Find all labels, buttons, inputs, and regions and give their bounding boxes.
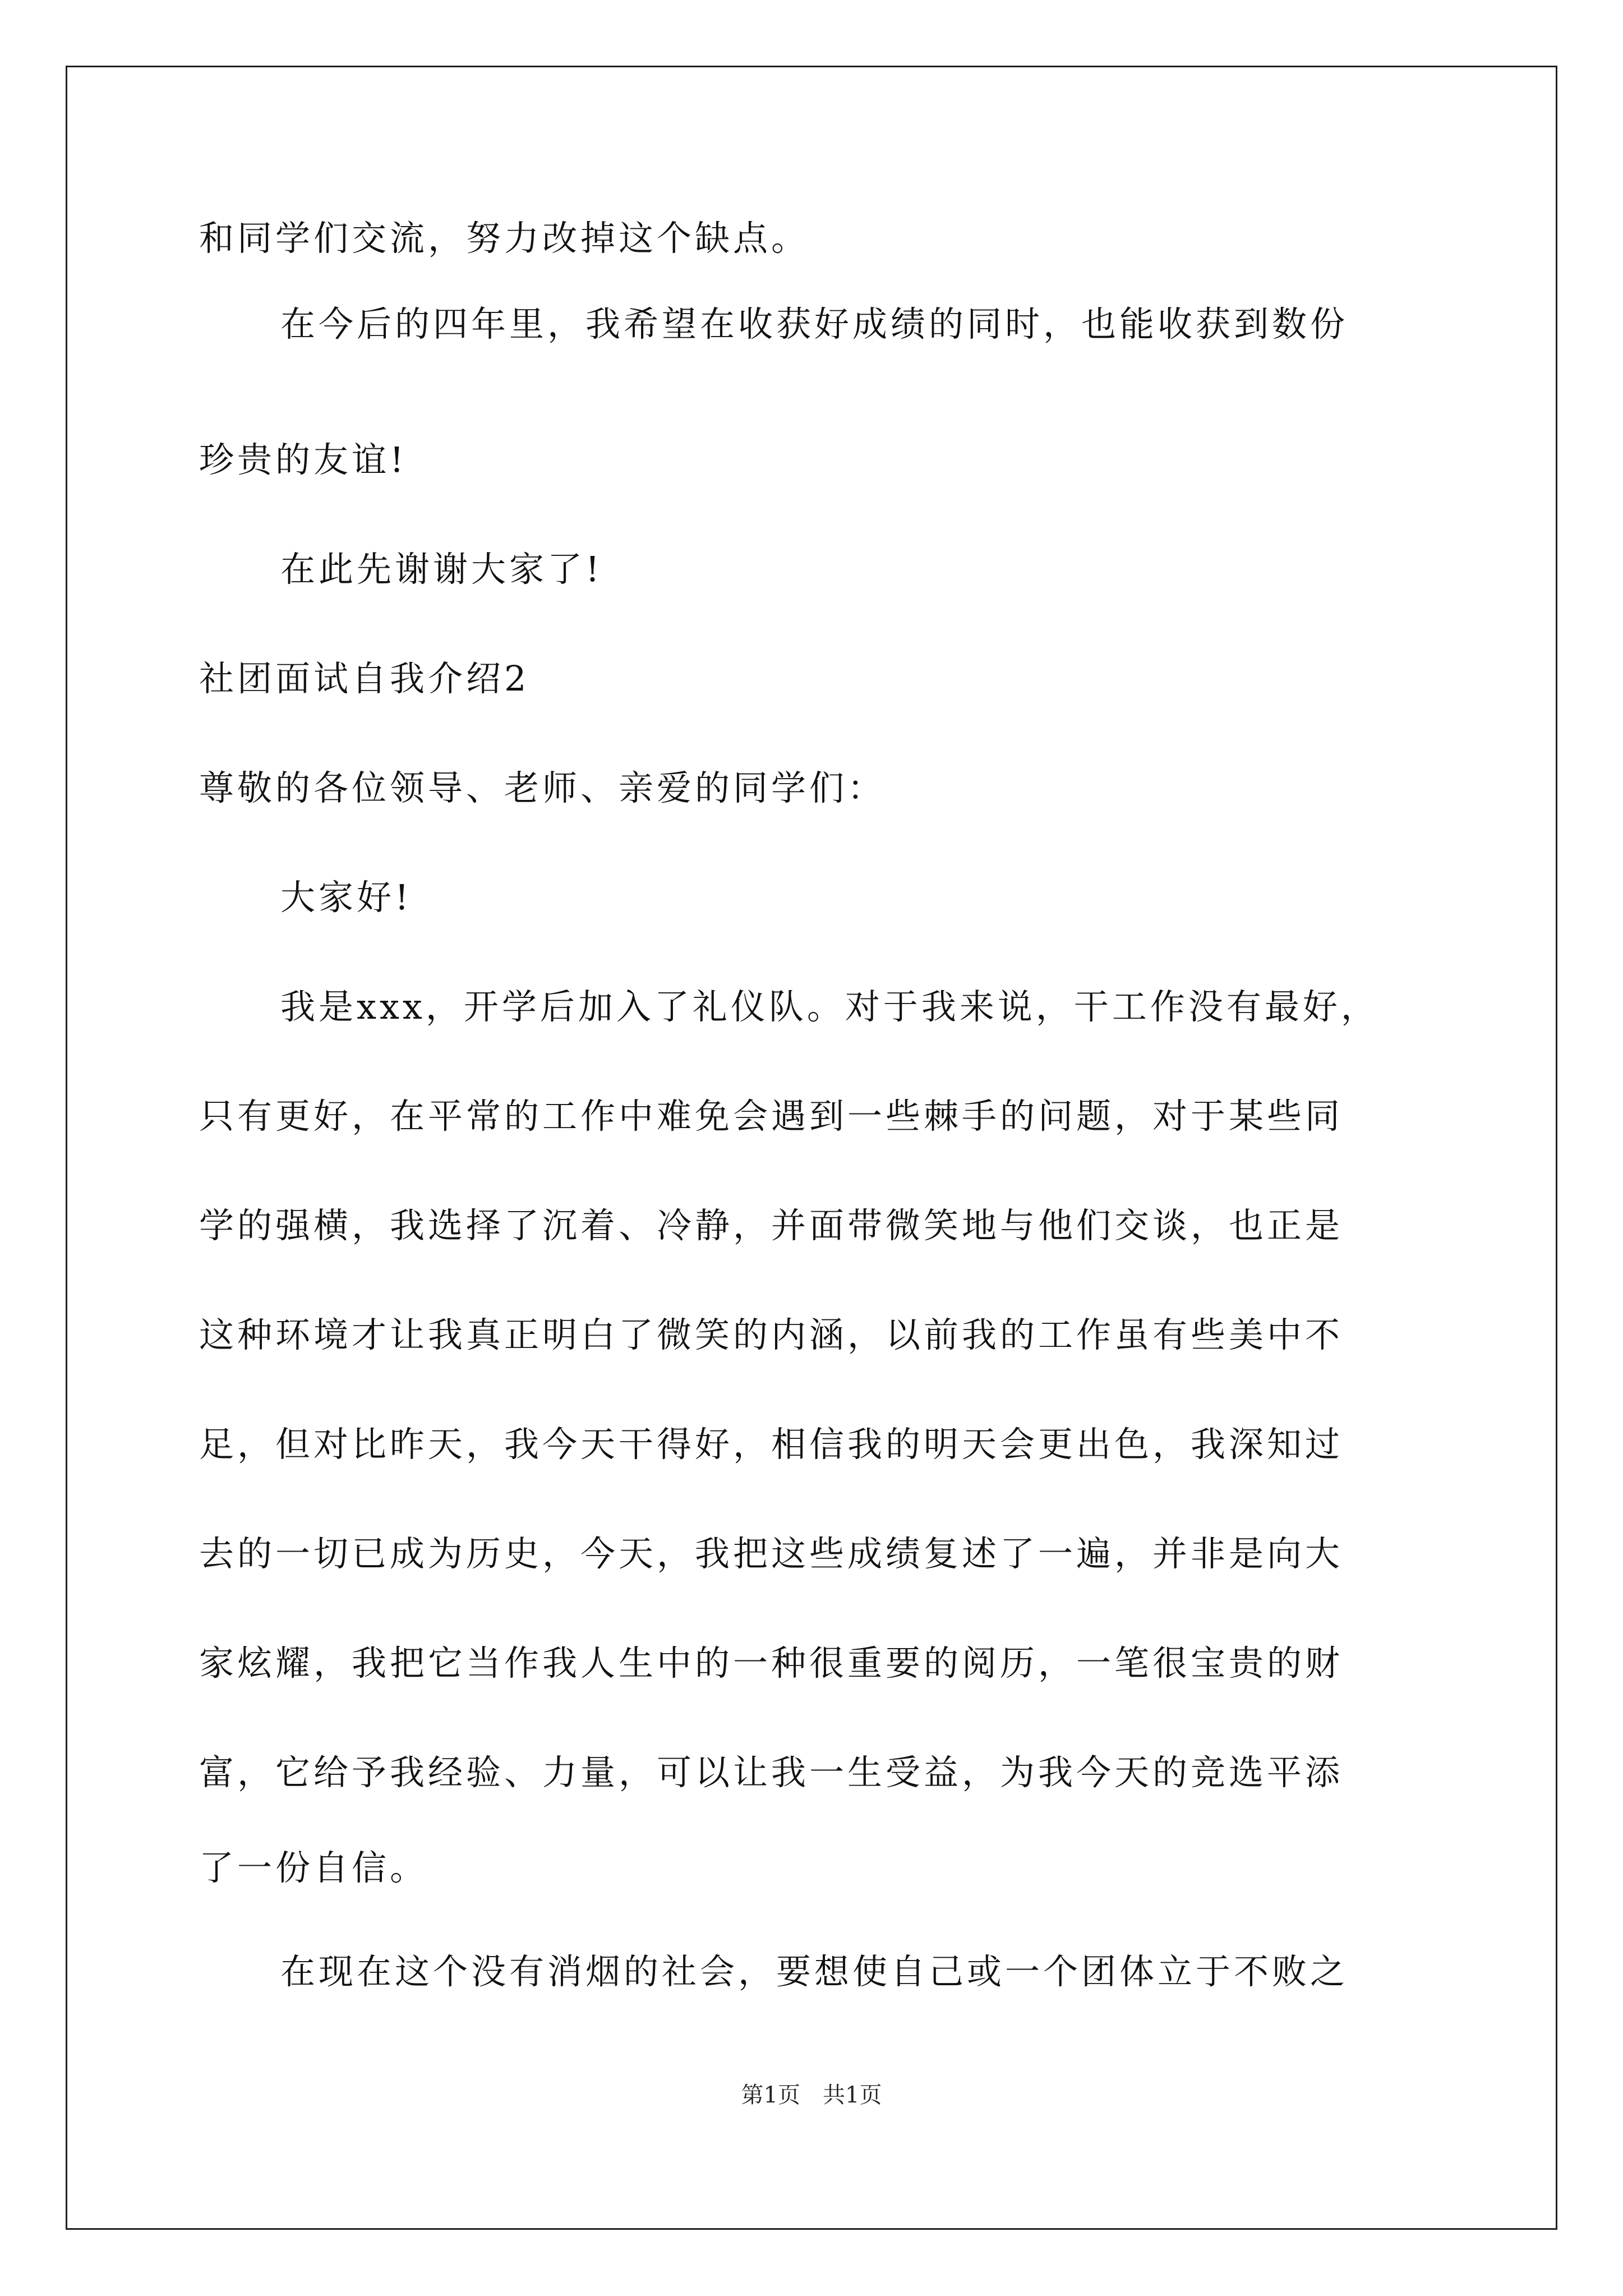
greeting: 大家好! (280, 877, 412, 918)
body-line-14: 家炫耀，我把它当作我人生中的一种很重要的阅历，一笔很宝贵的财 (199, 1642, 1344, 1683)
body-line-10: 学的强横，我选择了沉着、冷静，并面带微笑地与他们交谈，也正是 (199, 1205, 1344, 1246)
body-line-11: 这种环境才让我真正明白了微笑的内涵，以前我的工作虽有些美中不 (199, 1314, 1344, 1355)
body-line-12: 足，但对比昨天，我今天干得好，相信我的明天会更出色，我深知过 (199, 1424, 1344, 1465)
body-line-9: 只有更好，在平常的工作中难免会遇到一些棘手的问题，对于某些同 (199, 1096, 1344, 1137)
body-line-4: 在此先谢谢大家了! (280, 549, 603, 590)
body-line-17: 在现在这个没有消烟的社会，要想使自己或一个团体立于不败之 (280, 1951, 1349, 1992)
body-line-16: 了一份自信。 (199, 1847, 428, 1888)
body-line-15: 富，它给予我经验、力量，可以让我一生受益，为我今天的竞选平添 (199, 1752, 1344, 1793)
salutation: 尊敬的各位领导、老师、亲爱的同学们： (199, 767, 886, 808)
body-line-13: 去的一切已成为历史，今天，我把这些成绩复述了一遍，并非是向大 (199, 1533, 1344, 1574)
page-footer: 第1页 共1页 (741, 2082, 882, 2108)
body-line-8: 我是xxx，开学后加入了礼仪队。对于我来说，干工作没有最好， (280, 986, 1379, 1027)
section-heading: 社团面试自我介绍2 (199, 658, 530, 699)
body-line-1: 和同学们交流，努力改掉这个缺点。 (199, 218, 810, 259)
body-line-3: 珍贵的友谊! (199, 439, 407, 480)
page-border (66, 66, 1557, 2230)
body-line-2: 在今后的四年里，我希望在收获好成绩的同时，也能收获到数份 (280, 303, 1349, 344)
